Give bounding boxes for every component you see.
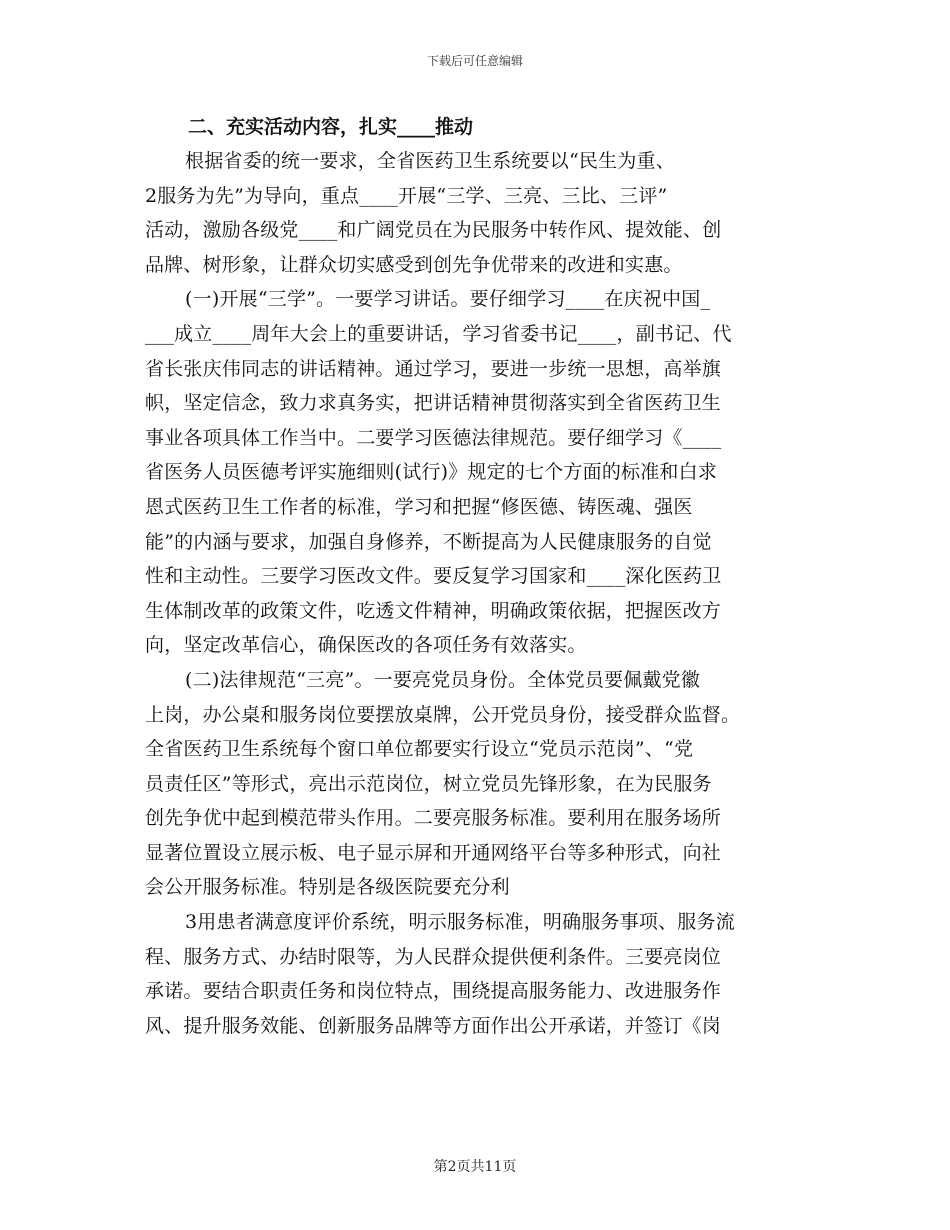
- text-line: 创先争优中起到模范带头作用。二要亮服务标准。要利用在服务场所: [145, 807, 722, 830]
- text-line: 上岗，办公桌和服务岗位要摆放桌牌，公开党员身份，接受群众监督。: [145, 703, 741, 726]
- text-line: ___成立____周年大会上的重要讲话，学习省委书记____，副书记、代: [145, 322, 732, 345]
- text-line: 生体制改革的政策文件，吃透文件精神，明确政策依据，把握医改方: [145, 599, 722, 622]
- text-line: 根据省委的统一要求，全省医药卫生系统要以“民生为重、: [185, 150, 675, 172]
- text-line: 2服务为先”为导向，重点____开展“三学、三亮、三比、三评”: [145, 184, 668, 207]
- text-line: (二)法律规范“三亮”。一要亮党员身份。全体党员要佩戴党徽: [185, 668, 701, 691]
- text-line: 事业各项具体工作当中。二要学习医德法律规范。要仔细学习《____: [145, 426, 722, 449]
- text-line: 活动，激励各级党____和广阔党员在为民服务中转作风、提效能、创: [145, 219, 722, 242]
- text-line: 全省医药卫生系统每个窗口单位都要实行设立“党员示范岗”、“党: [145, 738, 694, 761]
- page-footer: 第2页共11页: [433, 1159, 517, 1175]
- text-line: 品牌、树形象，让群众切实感受到创先争优带来的改进和实惠。: [145, 253, 683, 276]
- text-line: 能”的内涵与要求，加强自身修养，不断提高为人民健康服务的自觉: [145, 530, 712, 553]
- text-line: 会公开服务标准。特别是各级医院要充分利: [145, 876, 510, 899]
- text-line: 风、提升服务效能、创新服务品牌等方面作出公开承诺，并签订《岗: [145, 1014, 722, 1037]
- text-line: 显著位置设立展示板、电子显示屏和开通网络平台等多种形式，向社: [145, 841, 722, 864]
- text-line: (一)开展“三学”。一要学习讲话。要仔细学习____在庆祝中国_: [185, 288, 711, 311]
- section-heading: 二、充实活动内容，扎实____推动: [188, 116, 474, 138]
- text-line: 性和主动性。三要学习医改文件。要反复学习国家和____深化医药卫: [145, 565, 722, 588]
- text-line: 帜，坚定信念，致力求真务实，把讲话精神贯彻落实到全省医药卫生: [145, 392, 722, 415]
- text-line: 省医务人员医德考评实施细则(试行)》规定的七个方面的标准和白求: [145, 461, 718, 484]
- text-line: 承诺。要结合职责任务和岗位特点，围绕提高服务能力、改进服务作: [145, 980, 722, 1003]
- page-header: 下载后可任意编辑: [426, 54, 523, 68]
- text-line: 3用患者满意度评价系统，明示服务标准，明确服务事项、服务流: [185, 911, 735, 934]
- text-line: 省长张庆伟同志的讲话精神。通过学习，要进一步统一思想，高举旗: [145, 357, 722, 380]
- text-line: 恩式医药卫生工作者的标准，学习和把握“修医德、铸医魂、强医: [145, 495, 693, 518]
- text-line: 向，坚定改革信心，确保医改的各项任务有效落实。: [145, 634, 587, 657]
- document-body: [145, 110, 810, 1043]
- text-line: 程、服务方式、办结时限等，为人民群众提供便利条件。三要亮岗位: [145, 945, 722, 968]
- text-line: 员责任区”等形式，亮出示范岗位，树立党员先锋形象，在为民服务: [145, 772, 712, 795]
